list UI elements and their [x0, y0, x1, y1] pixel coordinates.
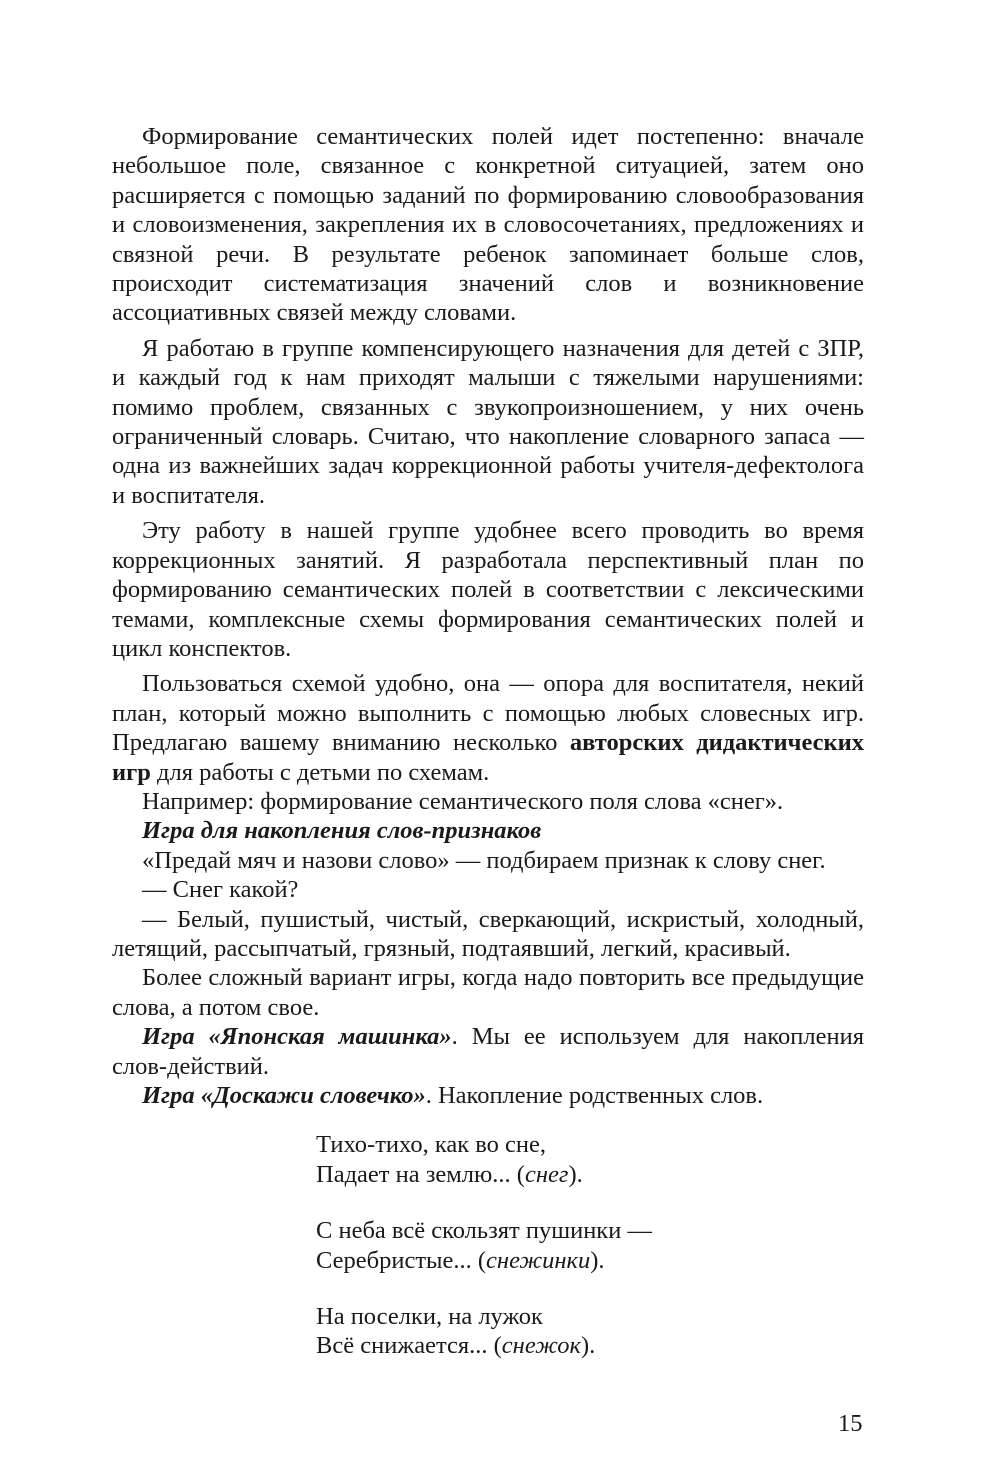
- page-number: 15: [838, 1410, 863, 1437]
- poem-answer: снежок: [501, 1332, 581, 1360]
- poem-line: С неба всё скользят пушинки —: [316, 1217, 652, 1245]
- scheme-text-start: Пользоваться схемой удобно, она — опора для воспитателя, некий план, который можно выполнить с помощью любых словесных игр. Предлагаю вашему вниманию несколько: [112, 670, 864, 757]
- poem-line: На поселки, на лужок: [316, 1303, 543, 1331]
- poem-line: Тихо-тихо, как во сне,: [316, 1131, 547, 1159]
- paragraph-japanese-car: [112, 1022, 864, 1081]
- paragraph-semantic-fields: Формирование семантических полей идет постепенно: вначале небольшое поле, связанное с конкретной ситуацией, затем оно расширяется с помощью заданий по формированию словообразования и словоизменения, закрепления их в словосочетаниях, предложениях и связной речи. В результате ребенок запоминает больше слов, происходит систематизация значений слов и возникновение ассоциативных связей между словами.: [112, 123, 864, 327]
- poem: [316, 1130, 864, 1360]
- scheme-text-end: для работы с детьми по схемам.: [150, 758, 490, 786]
- game-title-finish-word: Игра «Доскажи словечко»: [142, 1082, 426, 1109]
- paragraph-finish-word: [112, 1081, 864, 1110]
- game-title-japanese-car: Игра «Японская машинка»: [142, 1023, 452, 1051]
- poem-stanza: [316, 1302, 864, 1361]
- paragraph-ball-game: «Предай мяч и назови слово» — подбираем признак к слову снег.: [142, 846, 826, 874]
- game-heading-attributes: Игра для накопления слов-признаков: [142, 817, 542, 845]
- poem-stanza: [316, 1130, 864, 1189]
- bold-author-games: авторских дидактических игр: [112, 729, 864, 786]
- dialog-question: — Снег какой?: [142, 876, 299, 904]
- paragraph-correction-classes: Эту работу в нашей группе удобнее всего проводить во время коррекционных занятий. Я разработала перспективный план по формированию семантических полей в соответствии с лексическими темами, комплексные схемы формирования семантических полей и цикл конспектов.: [112, 517, 864, 662]
- poem-line: Всё снижается... (снежок).: [316, 1332, 596, 1360]
- poem-stanza: [316, 1216, 864, 1275]
- poem-line: Падает на землю... (снег).: [316, 1160, 583, 1188]
- japanese-car-description: . Мы ее используем для накопления слов-действий.: [112, 1023, 864, 1080]
- dialog-answer: — Белый, пушистый, чистый, сверкающий, искристый, холодный, летящий, рассыпчатый, грязный, подтаявший, легкий, красивый.: [112, 905, 864, 962]
- poem-answer: снег: [524, 1160, 569, 1188]
- paragraph-example: Например: формирование семантического поля слова «снег».: [142, 787, 784, 815]
- finish-word-description: . Накопление родственных слов.: [425, 1082, 764, 1109]
- page-text: [112, 122, 864, 1388]
- poem-answer: снежинки: [486, 1246, 591, 1274]
- paragraph-scheme-usage: [112, 669, 864, 787]
- paragraph-complex-variant: Более сложный вариант игры, когда надо повторить все предыдущие слова, а потом свое.: [112, 964, 864, 1021]
- poem-line: Серебристые... (снежинки).: [316, 1246, 605, 1274]
- paragraph-group-work: Я работаю в группе компенсирующего назначения для детей с ЗПР, и каждый год к нам приходят малыши с тяжелыми нарушениями: помимо проблем, связанных с звукопроизношением, у них очень ограниченный словарь. Считаю, что накопление словарного запаса — одна из важнейших задач коррекционной работы учителя-дефектолога и воспитателя.: [112, 334, 864, 509]
